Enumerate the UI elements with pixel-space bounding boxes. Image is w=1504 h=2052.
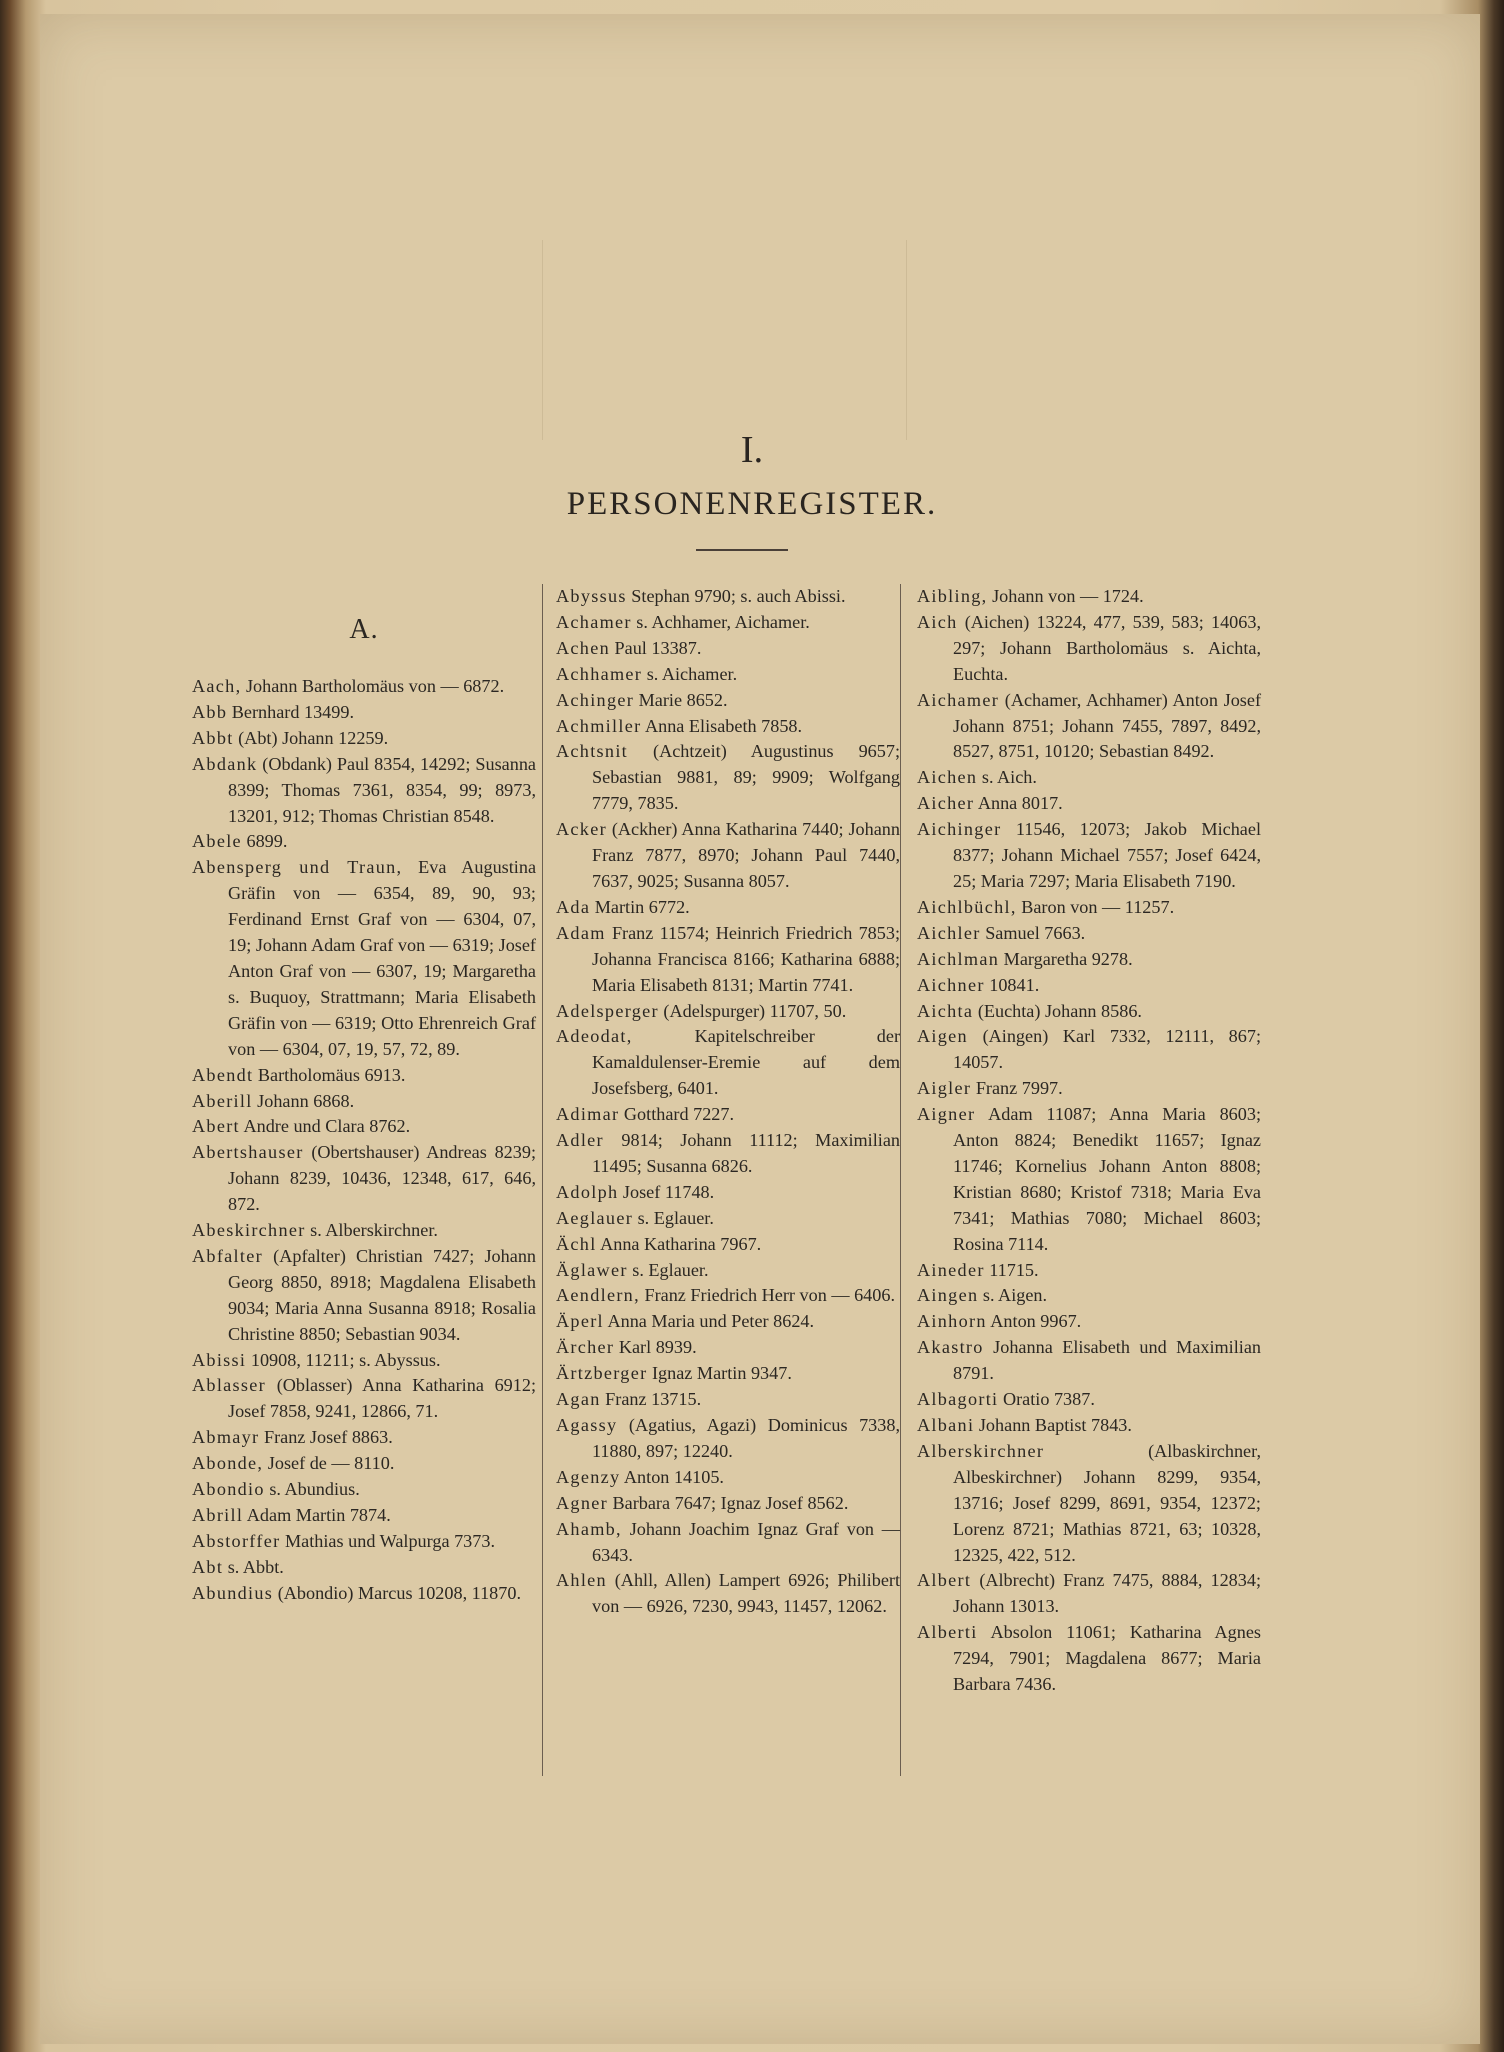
entry-references: Baron von — 11257.	[1021, 896, 1175, 917]
entry-references: s. Aichamer.	[646, 663, 738, 684]
index-entry	[917, 1439, 1261, 1569]
entries	[192, 674, 536, 1607]
entry-headword: Alberti	[917, 1622, 978, 1643]
entry-references: (Obertshauser) Andreas 8239; Johann 8239, 10436, 12348, 617, 646, 872.	[228, 1142, 536, 1215]
entry-references: 10908, 11211; s. Abyssus.	[250, 1349, 441, 1370]
index-entry	[192, 1244, 536, 1348]
entry-headword: Achen	[556, 637, 610, 658]
entry-headword: Aichamer	[917, 689, 1000, 710]
index-entry	[917, 610, 1261, 688]
index-column-3	[917, 584, 1261, 1698]
index-entry	[917, 1309, 1261, 1335]
index-entry	[917, 1335, 1261, 1387]
index-entry	[556, 1413, 900, 1465]
entry-headword: Abendt	[192, 1064, 254, 1085]
index-entry	[192, 1114, 536, 1140]
entry-references: Karl 8939.	[618, 1337, 697, 1358]
entry-references: Johann Joachim Ignaz Graf von — 6343.	[592, 1518, 900, 1565]
entry-references: (Oblasser) Anna Katharina 6912; Josef 7858, 9241, 12866, 71.	[228, 1375, 536, 1422]
column-divider	[542, 584, 543, 1776]
entry-references: (Abondio) Marcus 10208, 11870.	[277, 1582, 521, 1603]
index-entry	[192, 829, 536, 855]
index-entry	[556, 1206, 900, 1232]
entry-headword: Abensperg und Traun,	[192, 857, 403, 878]
index-entry	[556, 817, 900, 895]
entry-headword: Abert	[192, 1116, 240, 1137]
index-entry	[192, 1581, 536, 1607]
entry-headword: Aich	[917, 611, 958, 632]
entry-headword: Aingen	[917, 1285, 979, 1306]
part-numeral: I.	[740, 429, 764, 471]
index-entry	[556, 1232, 900, 1258]
entry-headword: Adimar	[556, 1104, 620, 1125]
entry-headword: Aichen	[917, 767, 978, 788]
index-entry	[556, 999, 900, 1025]
index-entry	[192, 1555, 536, 1581]
index-column-2	[556, 584, 900, 1620]
entry-references: Franz Josef 8863.	[263, 1427, 393, 1448]
index-entry	[556, 1283, 900, 1309]
entry-references: (Ahll, Allen) Lampert 6926; Philibert von — 6926, 7230, 9943, 11457, 12062.	[592, 1570, 900, 1617]
index-entry	[192, 1529, 536, 1555]
entry-headword: Aicher	[917, 793, 975, 814]
entry-headword: Abb	[192, 701, 228, 722]
entry-references: Margaretha 9278.	[1003, 948, 1133, 969]
entry-headword: Abertshauser	[192, 1142, 304, 1163]
entries	[556, 584, 900, 1620]
bleed-through-rule	[542, 240, 543, 440]
entry-headword: Agassy	[556, 1415, 618, 1435]
entry-references: 11715.	[989, 1259, 1039, 1280]
entry-references: Bernhard 13499.	[231, 701, 355, 722]
entry-headword: Achamer	[556, 611, 632, 632]
index-entry	[917, 1258, 1261, 1284]
entry-references: Stephan 9790; s. auch Abissi.	[631, 586, 846, 606]
entry-headword: Ada	[556, 896, 591, 917]
entry-headword: Abt	[192, 1556, 224, 1577]
entry-references: Anna Elisabeth 7858.	[644, 715, 803, 736]
index-entry	[192, 1140, 536, 1218]
entry-headword: Abrill	[192, 1505, 244, 1525]
entry-headword: Abele	[192, 831, 242, 852]
entry-references: Martin 6772.	[594, 896, 690, 917]
entry-references: Paul 13387.	[614, 637, 702, 658]
entry-references: (Adelspurger) 11707, 50.	[663, 1000, 847, 1021]
entry-references: Anna Katharina 7967.	[600, 1233, 762, 1254]
entry-headword: Äperl	[556, 1311, 604, 1332]
entry-references: Bartholomäus 6913.	[257, 1064, 406, 1085]
entry-headword: Aigner	[917, 1104, 976, 1125]
bleed-through-text	[210, 230, 1230, 450]
entry-references: Franz 7997.	[975, 1078, 1063, 1099]
entry-references: Anton 14105.	[623, 1466, 724, 1487]
entry-references: Josef de — 8110.	[267, 1453, 395, 1474]
index-entry	[917, 1024, 1261, 1076]
entry-headword: Abfalter	[192, 1245, 263, 1266]
index-entry	[917, 1283, 1261, 1309]
entry-references: 10841.	[989, 974, 1040, 995]
entry-references: Johann 6868.	[257, 1090, 355, 1111]
entry-headword: Aichlman	[917, 948, 1000, 969]
entry-headword: Adelsperger	[556, 1000, 659, 1021]
entry-headword: Aach,	[192, 676, 242, 696]
entry-headword: Ablasser	[192, 1375, 267, 1396]
index-entry	[556, 662, 900, 688]
entry-references: (Abt) Johann 12259.	[238, 727, 389, 748]
entry-headword: Abstorffer	[192, 1530, 281, 1551]
entry-headword: Albagorti	[917, 1389, 999, 1410]
index-entry	[192, 1063, 536, 1089]
entry-references: s. Aigen.	[982, 1285, 1048, 1306]
entry-headword: Albert	[917, 1570, 972, 1591]
entry-references: s. Abbt.	[227, 1556, 284, 1577]
entry-headword: Abeskirchner	[192, 1220, 306, 1241]
entry-headword: Aigler	[917, 1078, 972, 1099]
index-entry	[192, 1451, 536, 1477]
entry-headword: Ärcher	[556, 1337, 615, 1358]
entry-headword: Akastro	[917, 1337, 984, 1358]
index-entry	[556, 895, 900, 921]
index-entry	[917, 791, 1261, 817]
entry-references: Mathias und Walpurga 7373.	[284, 1530, 496, 1551]
entry-references: Franz Friedrich Herr von — 6406.	[644, 1285, 895, 1306]
index-entry	[556, 1024, 900, 1102]
entry-headword: Aineder	[917, 1259, 985, 1280]
entry-headword: Aberill	[192, 1090, 253, 1111]
entry-headword: Ärtzberger	[556, 1363, 648, 1384]
entry-references: Johanna Elisabeth und Maximilian 8791.	[953, 1337, 1262, 1384]
index-entry	[192, 1218, 536, 1244]
entry-references: Anton 9967.	[990, 1311, 1082, 1332]
entry-references: (Achtzeit) Augustinus 9657; Sebastian 9881, 89; 9909; Wolfgang 7779, 7835.	[592, 741, 900, 814]
entry-references: Anna 8017.	[977, 793, 1063, 814]
index-entry	[917, 973, 1261, 999]
index-entry	[556, 1387, 900, 1413]
entry-headword: Aichta	[917, 1000, 974, 1021]
entry-references: (Achamer, Achhamer) Anton Josef Johann 8751; Johann 7455, 7897, 8492, 8527, 8751, 10120; Sebastian 8492.	[953, 689, 1261, 762]
entry-headword: Äglawer	[556, 1259, 628, 1280]
entry-headword: Abondio	[192, 1479, 265, 1500]
index-entry	[192, 1089, 536, 1115]
index-entry	[917, 584, 1261, 610]
entry-headword: Abdank	[192, 753, 258, 774]
index-entry	[917, 1102, 1261, 1257]
index-entry	[556, 1361, 900, 1387]
entry-references: s. Eglauer.	[637, 1207, 714, 1228]
entry-references: Oratio 7387.	[1002, 1389, 1095, 1410]
entry-references: Anna Maria und Peter 8624.	[607, 1311, 815, 1332]
entry-headword: Achmiller	[556, 715, 642, 736]
entry-references: Josef 11748.	[622, 1181, 715, 1202]
entry-references: s. Aich.	[981, 767, 1037, 788]
index-entry	[917, 688, 1261, 766]
index-entry	[192, 1373, 536, 1425]
index-entry	[556, 1258, 900, 1284]
entry-headword: Ächl	[556, 1233, 597, 1254]
index-entry	[556, 1491, 900, 1517]
entry-headword: Aigen	[917, 1026, 968, 1047]
entry-headword: Achinger	[556, 689, 635, 710]
entry-references: s. Eglauer.	[632, 1259, 709, 1280]
entry-headword: Aichlbüchl,	[917, 896, 1017, 917]
index-entry	[917, 999, 1261, 1025]
index-entry	[192, 700, 536, 726]
entry-headword: Abundius	[192, 1582, 274, 1603]
index-entry	[917, 895, 1261, 921]
index-entry	[192, 1503, 536, 1529]
entry-headword: Abmayr	[192, 1427, 260, 1448]
entry-headword: Ahlen	[556, 1570, 607, 1591]
page-title: PERSONENREGISTER.	[566, 486, 938, 522]
index-entry	[917, 1413, 1261, 1439]
entry-headword: Aichler	[917, 922, 981, 943]
index-entry	[556, 636, 900, 662]
entry-references: (Albaskirchner, Albeskirchner) Johann 8299, 9354, 13716; Josef 8299, 8691, 9354, 12372; Lorenz 8721; Mathias 8721, 63; 10328, 12325, 422, 512.	[953, 1440, 1261, 1565]
index-entry	[556, 1517, 900, 1569]
entry-headword: Albani	[917, 1415, 975, 1435]
entry-references: Kapitelschreiber der Kamaldulenser-Eremie auf dem Josefsberg, 6401.	[592, 1026, 900, 1099]
entry-headword: Abissi	[192, 1349, 247, 1370]
bleed-through-rule	[906, 240, 907, 440]
entry-references: Adam 11087; Anna Maria 8603; Anton 8824; Benedikt 11657; Ignaz 11746; Kornelius Johann Anton 8808; Kristian 8680; Kristof 7318; Maria Eva 7341; Mathias 7080; Michael 8603; Rosina 7114.	[953, 1104, 1261, 1254]
entry-headword: Abbt	[192, 727, 234, 748]
index-entry	[192, 726, 536, 752]
index-entry	[556, 1180, 900, 1206]
entry-headword: Adolph	[556, 1181, 619, 1202]
index-entry	[556, 739, 900, 817]
entries	[917, 584, 1261, 1698]
entry-references: (Agatius, Agazi) Dominicus 7338, 11880, 897; 12240.	[592, 1415, 900, 1461]
index-entry	[556, 714, 900, 740]
index-entry	[556, 921, 900, 999]
entry-references: Eva Augustina Gräfin von — 6354, 89, 90, 93; Ferdinand Ernst Graf von — 6304, 07, 19; Johann Adam Graf von — 6319; Josef Anton Graf von — 6307, 19; Margaretha s. Buquoy, Strattmann; Maria Elisabeth Gräfin von — 6319; Otto Ehrenreich Graf von — 6304, 07, 19, 57, 72, 89.	[228, 857, 537, 1059]
entry-headword: Adeodat,	[556, 1026, 633, 1047]
index-entry	[556, 1128, 900, 1180]
entry-references: (Aichen) 13224, 477, 539, 583; 14063, 297; Johann Bartholomäus s. Aichta, Euchta.	[953, 611, 1262, 684]
entry-references: Johann Bartholomäus von — 6872.	[245, 676, 505, 696]
entry-references: (Apfalter) Christian 7427; Johann Georg 8850, 8918; Magdalena Elisabeth 9034; Maria Anna Susanna 8918; Rosalia Christine 8850; Sebastian 9034.	[228, 1245, 537, 1344]
index-entry	[917, 817, 1261, 895]
index-entry	[556, 1102, 900, 1128]
entry-headword: Aendlern,	[556, 1285, 640, 1306]
entry-headword: Agner	[556, 1492, 608, 1513]
index-entry	[917, 1387, 1261, 1413]
entry-headword: Aichner	[917, 974, 985, 995]
entry-headword: Aichinger	[917, 819, 1002, 840]
entry-headword: Adler	[556, 1130, 604, 1151]
index-column-1	[192, 584, 536, 1607]
entry-references: (Euchta) Johann 8586.	[977, 1000, 1142, 1021]
index-entry	[556, 584, 900, 610]
index-entry	[917, 1620, 1261, 1698]
entry-headword: Adam	[556, 922, 606, 943]
entry-headword: Aeglauer	[556, 1207, 634, 1228]
entry-headword: Agenzy	[556, 1466, 621, 1487]
index-entry	[556, 1568, 900, 1620]
entry-headword: Abyssus	[556, 586, 627, 606]
entry-references: s. Alberskirchner.	[310, 1220, 438, 1241]
entry-references: s. Abundius.	[269, 1479, 360, 1500]
index-entry	[556, 1465, 900, 1491]
index-entry	[556, 610, 900, 636]
title-rule	[696, 549, 788, 551]
entry-references: Franz 11574; Heinrich Friedrich 7853; Johanna Francisca 8166; Katharina 6888; Maria Elisabeth 8131; Martin 7741.	[592, 922, 901, 995]
entry-headword: Aibling,	[917, 586, 988, 606]
index-entry	[556, 1309, 900, 1335]
entry-headword: Ahamb,	[556, 1518, 622, 1539]
entry-references: 11546, 12073; Jakob Michael 8377; Johann Michael 7557; Josef 6424, 25; Maria 7297; Maria Elisabeth 7190.	[953, 819, 1261, 891]
index-entry	[917, 921, 1261, 947]
index-entry	[192, 752, 536, 830]
index-entry	[192, 1477, 536, 1503]
entry-references: Adam Martin 7874.	[246, 1505, 391, 1525]
section-letter: A.	[349, 614, 379, 645]
entry-references: s. Achhamer, Aichamer.	[636, 611, 810, 632]
index-entry	[917, 947, 1261, 973]
entry-references: (Aingen) Karl 7332, 12111, 867; 14057.	[953, 1026, 1261, 1073]
entry-headword: Achtsnit	[556, 741, 629, 762]
entry-references: Barbara 7647; Ignaz Josef 8562.	[612, 1492, 849, 1513]
index-entry	[192, 674, 536, 700]
index-entry	[556, 1335, 900, 1361]
entry-references: (Ackher) Anna Katharina 7440; Johann Franz 7877, 8970; Johann Paul 7440, 7637, 9025; Susanna 8057.	[592, 819, 900, 891]
index-entry	[556, 688, 900, 714]
entry-headword: Achhamer	[556, 663, 643, 684]
index-entry	[192, 1425, 536, 1451]
entry-headword: Acker	[556, 819, 607, 840]
entry-references: Ignaz Martin 9347.	[651, 1363, 792, 1384]
entry-references: 9814; Johann 11112; Maximilian 11495; Susanna 6826.	[592, 1130, 901, 1176]
entry-references: (Obdank) Paul 8354, 14292; Susanna 8399; Thomas 7361, 8354, 99; 8973, 13201, 912; Thomas Christian 8548.	[228, 753, 537, 826]
index-entry	[917, 1076, 1261, 1102]
index-entry	[192, 1348, 536, 1374]
entry-references: Johann Baptist 7843.	[978, 1415, 1132, 1435]
column-divider	[900, 584, 901, 1776]
entry-references: Marie 8652.	[638, 689, 728, 710]
entry-references: Johann von — 1724.	[992, 586, 1144, 606]
entry-headword: Alberskirchner	[917, 1440, 1045, 1461]
entry-references: 6899.	[246, 831, 288, 852]
entry-references: Samuel 7663.	[985, 922, 1086, 943]
entry-references: Andre und Clara 8762.	[243, 1116, 411, 1137]
entry-references: Gotthard 7227.	[623, 1104, 735, 1125]
index-entry	[917, 1568, 1261, 1620]
entry-references: Franz 13715.	[605, 1389, 702, 1410]
entry-headword: Ainhorn	[917, 1311, 987, 1332]
entry-references: (Albrecht) Franz 7475, 8884, 12834; Johann 13013.	[953, 1570, 1261, 1617]
entry-references: Absolon 11061; Katharina Agnes 7294, 7901; Magdalena 8677; Maria Barbara 7436.	[953, 1622, 1261, 1695]
entry-headword: Abonde,	[192, 1453, 264, 1474]
index-entry	[192, 855, 536, 1062]
index-entry	[917, 765, 1261, 791]
entry-headword: Agan	[556, 1389, 601, 1410]
